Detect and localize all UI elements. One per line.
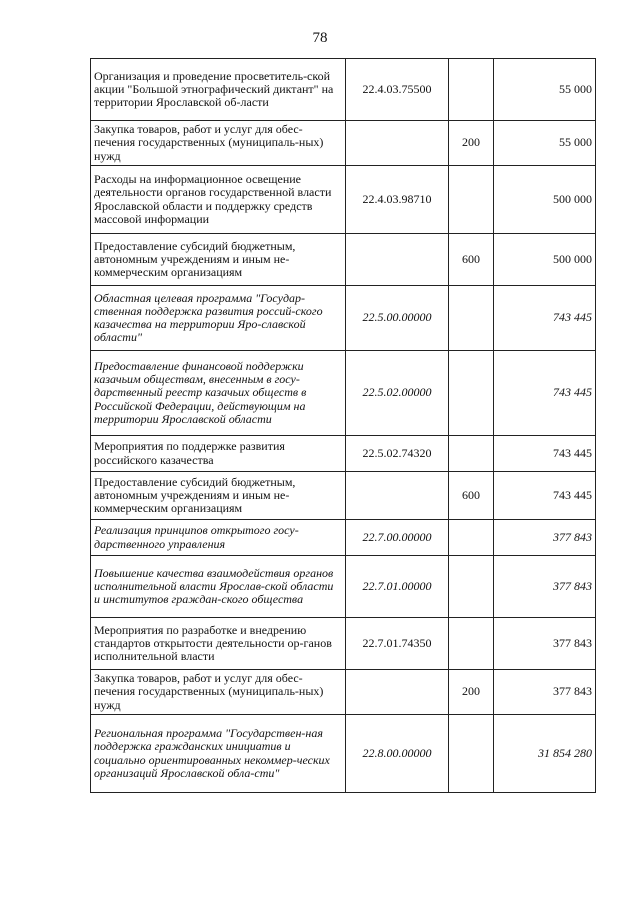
row-amount: 743 445 (494, 436, 596, 472)
row-expense-type: 600 (449, 234, 494, 286)
row-amount: 377 843 (494, 670, 596, 715)
row-amount: 55 000 (494, 121, 596, 166)
row-expense-type (449, 351, 494, 436)
table-row (91, 520, 596, 556)
row-expense-type (449, 286, 494, 351)
row-expense-type: 200 (449, 121, 494, 166)
budget-table (90, 58, 596, 793)
budget-table-body (91, 59, 596, 793)
row-expense-type (449, 520, 494, 556)
row-expense-type (449, 618, 494, 670)
row-amount: 377 843 (494, 556, 596, 618)
table-row (91, 436, 596, 472)
row-expense-type: 200 (449, 670, 494, 715)
row-amount: 500 000 (494, 166, 596, 234)
row-name: Реализация принципов открытого госу-дарственного управления (91, 520, 346, 556)
row-code: 22.8.00.00000 (346, 715, 449, 793)
row-expense-type (449, 556, 494, 618)
row-amount: 500 000 (494, 234, 596, 286)
row-expense-type (449, 59, 494, 121)
row-name: Предоставление субсидий бюджетным, автономным учреждениям и иным не-коммерческим организациям (91, 472, 346, 520)
row-name: Расходы на информационное освещение деятельности органов государственной власти Ярославской области и поддержку средств массовой информации (91, 166, 346, 234)
table-row (91, 351, 596, 436)
row-code (346, 670, 449, 715)
table-row (91, 670, 596, 715)
table-row (91, 286, 596, 351)
row-amount: 377 843 (494, 520, 596, 556)
row-amount: 55 000 (494, 59, 596, 121)
row-amount: 377 843 (494, 618, 596, 670)
row-name: Организация и проведение просветитель-ской акции "Большой этнографический диктант" на территории Ярославской об-ласти (91, 59, 346, 121)
row-name: Мероприятия по разработке и внедрению стандартов открытости деятельности ор-ганов исполнительной власти (91, 618, 346, 670)
row-name: Предоставление субсидий бюджетным, автономным учреждениям и иным не-коммерческим организациям (91, 234, 346, 286)
table-row (91, 715, 596, 793)
table-row (91, 121, 596, 166)
row-amount: 31 854 280 (494, 715, 596, 793)
table-row (91, 472, 596, 520)
row-name: Мероприятия по поддержке развития российского казачества (91, 436, 346, 472)
row-name: Закупка товаров, работ и услуг для обес-печения государственных (муниципаль-ных) нужд (91, 670, 346, 715)
row-expense-type: 600 (449, 472, 494, 520)
row-expense-type (449, 715, 494, 793)
row-amount: 743 445 (494, 472, 596, 520)
row-code: 22.5.00.00000 (346, 286, 449, 351)
page-number: 78 (312, 30, 328, 46)
row-code: 22.5.02.00000 (346, 351, 449, 436)
row-code (346, 234, 449, 286)
row-code: 22.7.01.00000 (346, 556, 449, 618)
row-code: 22.7.00.00000 (346, 520, 449, 556)
row-name: Закупка товаров, работ и услуг для обес-печения государственных (муниципаль-ных) нужд (91, 121, 346, 166)
row-code: 22.5.02.74320 (346, 436, 449, 472)
row-name: Областная целевая программа "Государ-ственная поддержка развития россий-ского казачества на территории Яро-славской области" (91, 286, 346, 351)
row-expense-type (449, 436, 494, 472)
row-code (346, 472, 449, 520)
table-row (91, 166, 596, 234)
table-row (91, 59, 596, 121)
row-amount: 743 445 (494, 286, 596, 351)
row-expense-type (449, 166, 494, 234)
row-code: 22.4.03.98710 (346, 166, 449, 234)
row-amount: 743 445 (494, 351, 596, 436)
table-row (91, 618, 596, 670)
row-name: Предоставление финансовой поддержки казачьим обществам, внесенным в госу-дарственный реестр казачьих обществ в Российской Федерации, действующим на территории Ярославской области (91, 351, 346, 436)
table-row (91, 234, 596, 286)
table-row (91, 556, 596, 618)
row-code (346, 121, 449, 166)
row-name: Региональная программа "Государствен-ная поддержка гражданских инициатив и социально ориентированных некоммер-ческих организаций Ярославской обла-сти" (91, 715, 346, 793)
row-code: 22.4.03.75500 (346, 59, 449, 121)
row-code: 22.7.01.74350 (346, 618, 449, 670)
row-name: Повышение качества взаимодействия органов исполнительной власти Ярослав-ской области и институтов граждан-ского общества (91, 556, 346, 618)
